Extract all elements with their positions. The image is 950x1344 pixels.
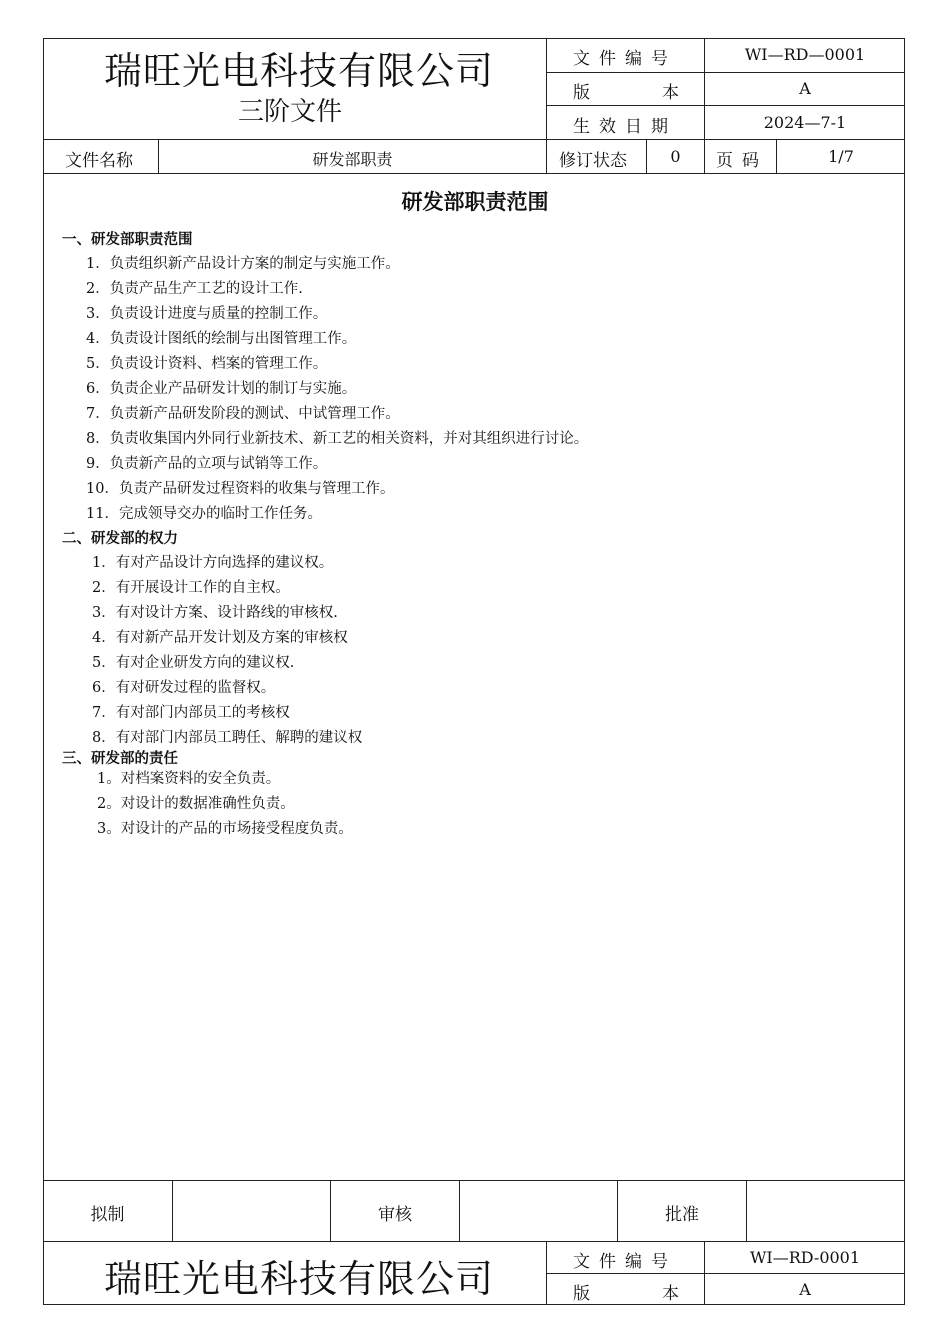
- reviewed-signature-field[interactable]: [460, 1181, 617, 1241]
- approved-signature-field[interactable]: [747, 1181, 905, 1241]
- effective-date-value: 2024—7-1: [763, 113, 847, 132]
- list-item: 8．负责收集国内外同行业新技术、新工艺的相关资料，并对其组织进行讨论。: [86, 431, 589, 447]
- list-item: 2．有开展设计工作的自主权。: [92, 580, 290, 596]
- section-heading: 二、研发部的权力: [62, 531, 178, 547]
- drafted-label: 拟制: [90, 1205, 125, 1225]
- footer-version-value: A: [799, 1280, 811, 1299]
- list-item: 7．负责新产品研发阶段的测试、中试管理工作。: [86, 406, 400, 422]
- footer-doc-no-value: WI—RD-0001: [749, 1248, 861, 1267]
- reviewed-label: 审核: [378, 1205, 412, 1225]
- header-divider: [546, 105, 905, 106]
- header-divider: [546, 38, 547, 173]
- signature-divider: [43, 1241, 905, 1242]
- list-item: 10．负责产品研发过程资料的收集与管理工作。: [86, 481, 395, 497]
- list-item: 8．有对部门内部员工聘任、解聘的建议权: [92, 730, 363, 746]
- list-item: 11．完成领导交办的临时工作任务。: [86, 506, 322, 522]
- revision-label: 修订状态: [559, 151, 627, 171]
- doc-no-label: 文件编号: [573, 49, 677, 69]
- list-item: 3．有对设计方案、设计路线的审核权.: [92, 605, 338, 621]
- footer-company-name: 瑞旺光电科技有限公司: [104, 1257, 495, 1301]
- document-title: 研发部职责范围: [401, 190, 549, 214]
- list-item: 2。对设计的数据准确性负责。: [97, 796, 295, 812]
- version-label: [573, 78, 751, 103]
- list-item: 1．有对产品设计方向选择的建议权。: [92, 555, 334, 571]
- header-divider: [704, 139, 705, 173]
- file-name-value: 研发部职责: [312, 150, 393, 169]
- list-item: 2．负责产品生产工艺的设计工作.: [86, 281, 303, 297]
- page-value: 1/7: [828, 147, 854, 166]
- version-value: A: [799, 79, 811, 98]
- list-item: 5．负责设计资料、档案的管理工作。: [86, 356, 328, 372]
- list-item: 6．负责企业产品研发计划的制订与实施。: [86, 381, 357, 397]
- drafted-signature-field[interactable]: [173, 1181, 330, 1241]
- file-name-label: 文件名称: [65, 151, 133, 171]
- section-heading: 一、研发部职责范围: [62, 232, 193, 248]
- list-item: 7．有对部门内部员工的考核权: [92, 705, 290, 721]
- footer-divider: [546, 1241, 547, 1305]
- list-item: 1．负责组织新产品设计方案的制定与实施工作。: [86, 256, 400, 272]
- list-item: 4．有对新产品开发计划及方案的审核权: [92, 630, 348, 646]
- effective-date-label: 生效日期: [573, 117, 677, 137]
- list-item: 5．有对企业研发方向的建议权.: [92, 655, 295, 671]
- list-item: 9．负责新产品的立项与试销等工作。: [86, 456, 328, 472]
- doc-level: 三阶文件: [238, 97, 343, 127]
- approved-label: 批准: [665, 1205, 699, 1225]
- revision-value: 0: [670, 147, 681, 166]
- list-item: 3。对设计的产品的市场接受程度负责。: [97, 821, 353, 837]
- footer-version-label: [573, 1279, 751, 1304]
- footer-doc-no-label: 文件编号: [573, 1252, 677, 1272]
- list-item: 3．负责设计进度与质量的控制工作。: [86, 306, 328, 322]
- company-name: 瑞旺光电科技有限公司: [104, 49, 495, 93]
- version-label-text: 版本: [573, 83, 751, 103]
- footer-divider: [546, 1273, 905, 1274]
- list-item: 1。对档案资料的安全负责。: [97, 771, 281, 787]
- list-item: 6．有对研发过程的监督权。: [92, 680, 276, 696]
- footer-version-label-text: 版本: [573, 1284, 751, 1304]
- section-heading: 三、研发部的责任: [62, 751, 178, 767]
- list-item: 4．负责设计图纸的绘制与出图管理工作。: [86, 331, 357, 347]
- header-divider: [546, 72, 905, 73]
- doc-no-value: WI—RD—0001: [744, 45, 866, 64]
- page-label: 页码: [716, 151, 768, 171]
- header-divider: [43, 173, 905, 174]
